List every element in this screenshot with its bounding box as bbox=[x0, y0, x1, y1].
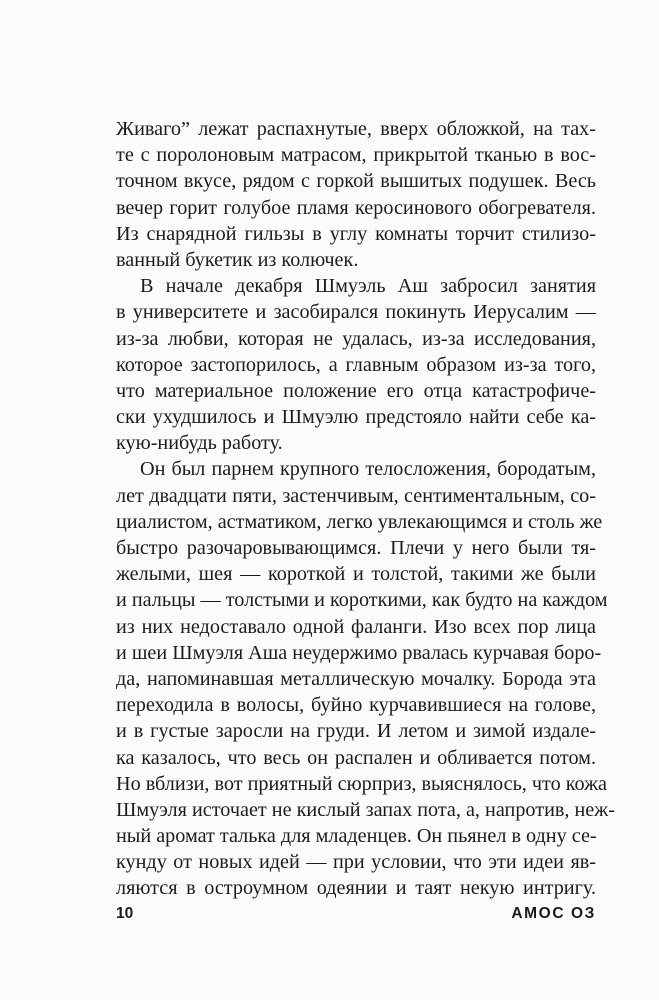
text-line: Из снарядной гильзы в углу комнаты торчит стилизо- bbox=[116, 222, 596, 245]
page-number: 10 bbox=[116, 905, 134, 922]
text-line: и шеи Шмуэля Аша неудержимо рвалась курчавая боро- bbox=[116, 641, 602, 664]
text-line: лет двадцати пяти, застенчивым, сентиментальным, со- bbox=[116, 484, 596, 507]
text-line: желыми, шея — короткой и толстой, такими же были bbox=[116, 563, 596, 586]
text-line: Живаго” лежат распахнутые, вверх обложкой, на тах- bbox=[116, 118, 596, 140]
text-line: Но вблизи, вот приятный сюрприз, выяснялось, что кожа bbox=[116, 772, 608, 795]
text-line: те с поролоновым матрасом, прикрытой тканью в вос- bbox=[116, 144, 596, 167]
text-line: ный аромат талька для младенцев. Он пьянел в одну се- bbox=[116, 825, 597, 848]
text-line: из-за любви, которая не удалась, из-за исследования, bbox=[116, 327, 596, 350]
running-title: АМОС ОЗ bbox=[511, 905, 596, 922]
text-line: из них недоставало одной фаланги. Изо всех пор лица bbox=[116, 615, 596, 638]
text-line: точном вкусе, рядом с горкой вышитых подушек. Весь bbox=[116, 170, 596, 193]
text-line: ванный букетик из колючек. bbox=[116, 248, 359, 271]
text-line: которое застопорилось, а главным образом из-за того, bbox=[116, 353, 596, 376]
text-line: да, напоминавшая металлическую мочалку. Борода эта bbox=[116, 667, 596, 690]
text-line: в университете и засобирался покинуть Иерусалим — bbox=[116, 301, 596, 324]
text-line-indented: В начале декабря Шмуэль Аш забросил занятия bbox=[140, 275, 596, 298]
text-line: и пальцы — толстыми и короткими, как будто на каждом bbox=[116, 589, 608, 612]
text-line: кую-нибудь работу. bbox=[116, 432, 283, 455]
text-line: ка казалось, что весь он распален и обливается потом. bbox=[116, 746, 596, 769]
text-line: ски ухудшилось и Шмуэлю предстояло найти себе ка- bbox=[116, 406, 596, 429]
text-line: кунду от новых идей — при условии, что эти идеи яв- bbox=[116, 851, 596, 874]
text-line: и в густые заросли на груди. И летом и зимой издале- bbox=[116, 720, 596, 743]
text-line: быстро разочаровывающимся. Плечи у него были тя- bbox=[116, 537, 596, 559]
text-line: вечер горит голубое пламя керосинового обогревателя. bbox=[116, 196, 596, 219]
text-line: циалистом, астматиком, легко увлекающимся и столь же bbox=[116, 510, 603, 533]
text-line: Шмуэля источает не кислый запах пота, а, напротив, неж- bbox=[116, 798, 615, 821]
text-line-indented: Он был парнем крупного телосложения, бородатым, bbox=[140, 458, 596, 481]
text-line: переходила в волосы, буйно курчавившиеся на голове, bbox=[116, 694, 596, 717]
page-footer bbox=[116, 905, 596, 929]
text-line: ляются в остроумном одеянии и таят некую интригу. bbox=[116, 877, 596, 900]
text-line: что материальное положение его отца катастрофиче- bbox=[116, 379, 596, 402]
body-text bbox=[116, 116, 615, 902]
